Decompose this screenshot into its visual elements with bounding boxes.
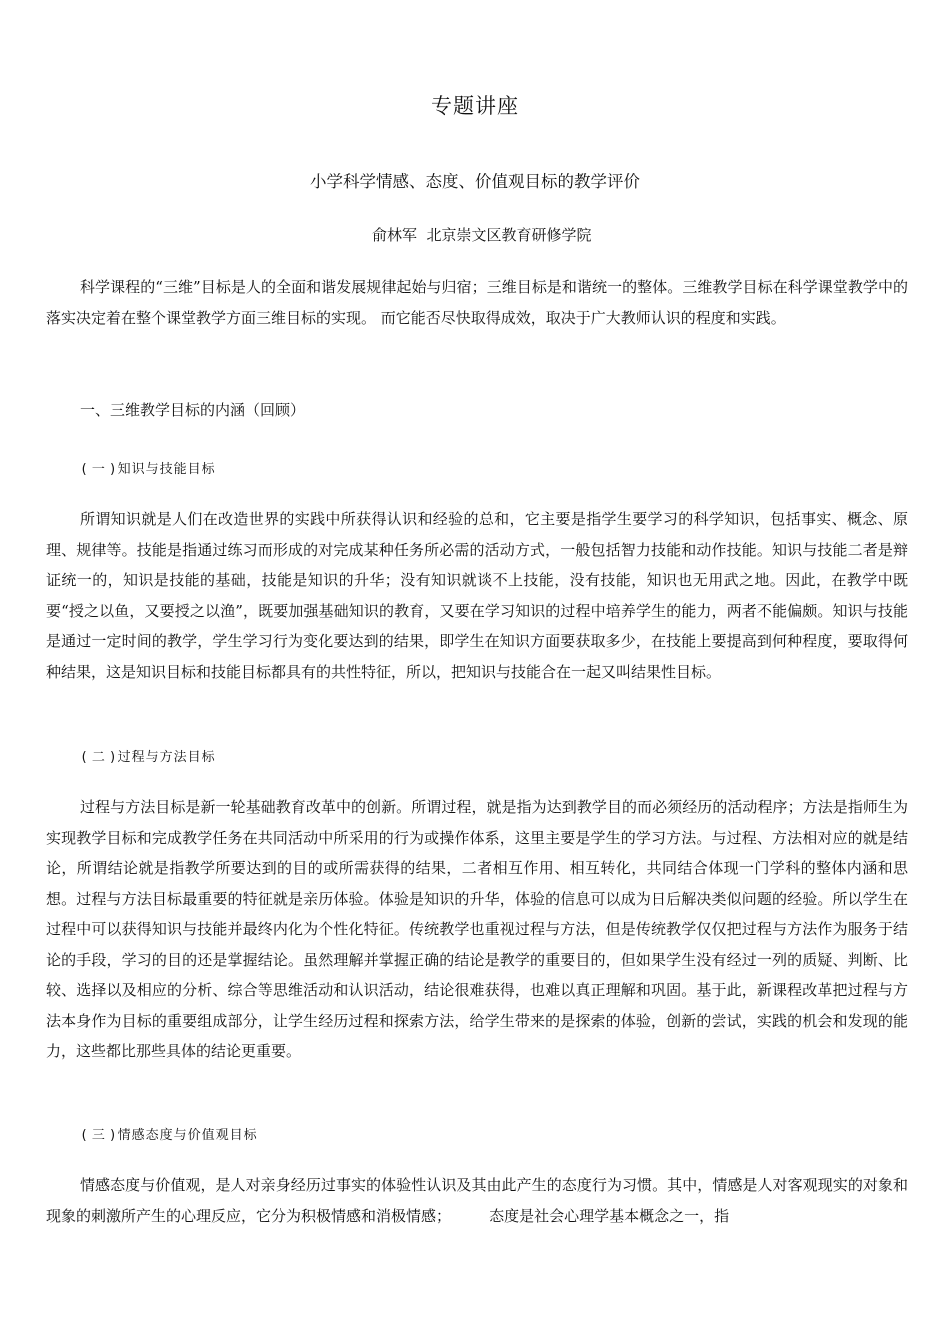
section-heading-1: 一、三维教学目标的内涵（回顾） [80, 401, 306, 419]
author-line: 俞林军 北京崇文区教育研修学院 [372, 226, 592, 244]
document-title: 专题讲座 [431, 94, 519, 118]
subheading-open-paren: ( [80, 1128, 89, 1143]
subheading-emotion-values [80, 1124, 258, 1143]
paragraph-knowledge-skills: 所谓知识就是人们在改造世界的实践中所获得认识和经验的总和，它主要是指学生要学习的科学知识，包括事实、概念、原理、规律等。技能是指通过练习而形成的对完成某种任务所必需的活动方式，一般包括智力技能和动作技能。知识与技能二者是辩证统一的，知识是技能的基础，技能是知识的升华；没有知识就谈不上技能，没有技能，知识也无用武之地。因此，在教学中既要“授之以鱼，又要授之以渔”，既要加强基础知识的教育，又要在学习知识的过程中培养学生的能力，两者不能偏颇。知识与技能是通过一定时间的教学，学生学习行为变化要达到的结果，即学生在知识方面要获取多少，在技能上要提高到何种程度，要取得何种结果，这是知识目标和技能目标都具有的共性特征，所以，把知识与技能合在一起又叫结果性目标。 [46, 510, 908, 681]
subheading-number: 三 [91, 1128, 106, 1143]
paragraph-emotion-values: 情感态度与价值观，是人对亲身经历过事实的体验性认识及其由此产生的态度行为习惯。其中，情感是人对客观现实的对象和现象的刺激所产生的心理反应，它分为积极情感和消极情感； 态度是社会心理学基本概念之一，指 [46, 1176, 908, 1225]
intro-paragraph: 科学课程的“三维”目标是人的全面和谐发展规律起始与归宿；三维目标是和谐统一的整体。三维教学目标在科学课堂教学中的落实决定着在整个课堂教学方面三维目标的实现。 而它能否尽快取得成效，取决于广大教师认识的程度和实践。 [46, 278, 908, 327]
subheading-process-method [80, 746, 216, 765]
subheading-text: 过程与方法目标 [117, 750, 216, 765]
document-subtitle: 小学科学情感、态度、价值观目标的教学评价 [310, 172, 640, 191]
subheading-number: 二 [91, 750, 106, 765]
subheading-knowledge-skills [80, 458, 216, 477]
subheading-close-paren: ) [108, 462, 118, 477]
subheading-close-paren: ) [108, 1128, 118, 1143]
subheading-close-paren: ) [108, 750, 118, 765]
subheading-text: 知识与技能目标 [117, 462, 216, 477]
subheading-open-paren: ( [80, 750, 89, 765]
paragraph-process-method: 过程与方法目标是新一轮基础教育改革中的创新。所谓过程，就是指为达到教学目的而必须经历的活动程序；方法是指师生为实现教学目标和完成教学任务在共同活动中所采用的行为或操作体系，这里主要是学生的学习方法。与过程、方法相对应的就是结论，所谓结论就是指教学所要达到的目的或所需获得的结果，二者相互作用、相互转化，共同结合体现一门学科的整体内涵和思想。过程与方法目标最重要的特征就是亲历体验。体验是知识的升华，体验的信息可以成为日后解决类似问题的经验。所以学生在过程中可以获得知识与技能并最终内化为个性化特征。传统教学也重视过程与方法，但是传统教学仅仅把过程与方法作为服务于结论的手段，学习的目的还是掌握结论。虽然理解并掌握正确的结论是教学的重要目的，但如果学生没有经过一列的质疑、判断、比较、选择以及相应的分析、综合等思维活动和认识活动，结论很难获得，也难以真正理解和巩固。基于此，新课程改革把过程与方法本身作为目标的重要组成部分，让学生经历过程和探索方法，给学生带来的是探索的体验，创新的尝试，实践的机会和发现的能力，这些都比那些具体的结论更重要。 [46, 798, 908, 1060]
subheading-text: 情感态度与价值观目标 [117, 1128, 258, 1143]
subheading-open-paren: ( [80, 462, 89, 477]
subheading-number: 一 [91, 462, 106, 477]
